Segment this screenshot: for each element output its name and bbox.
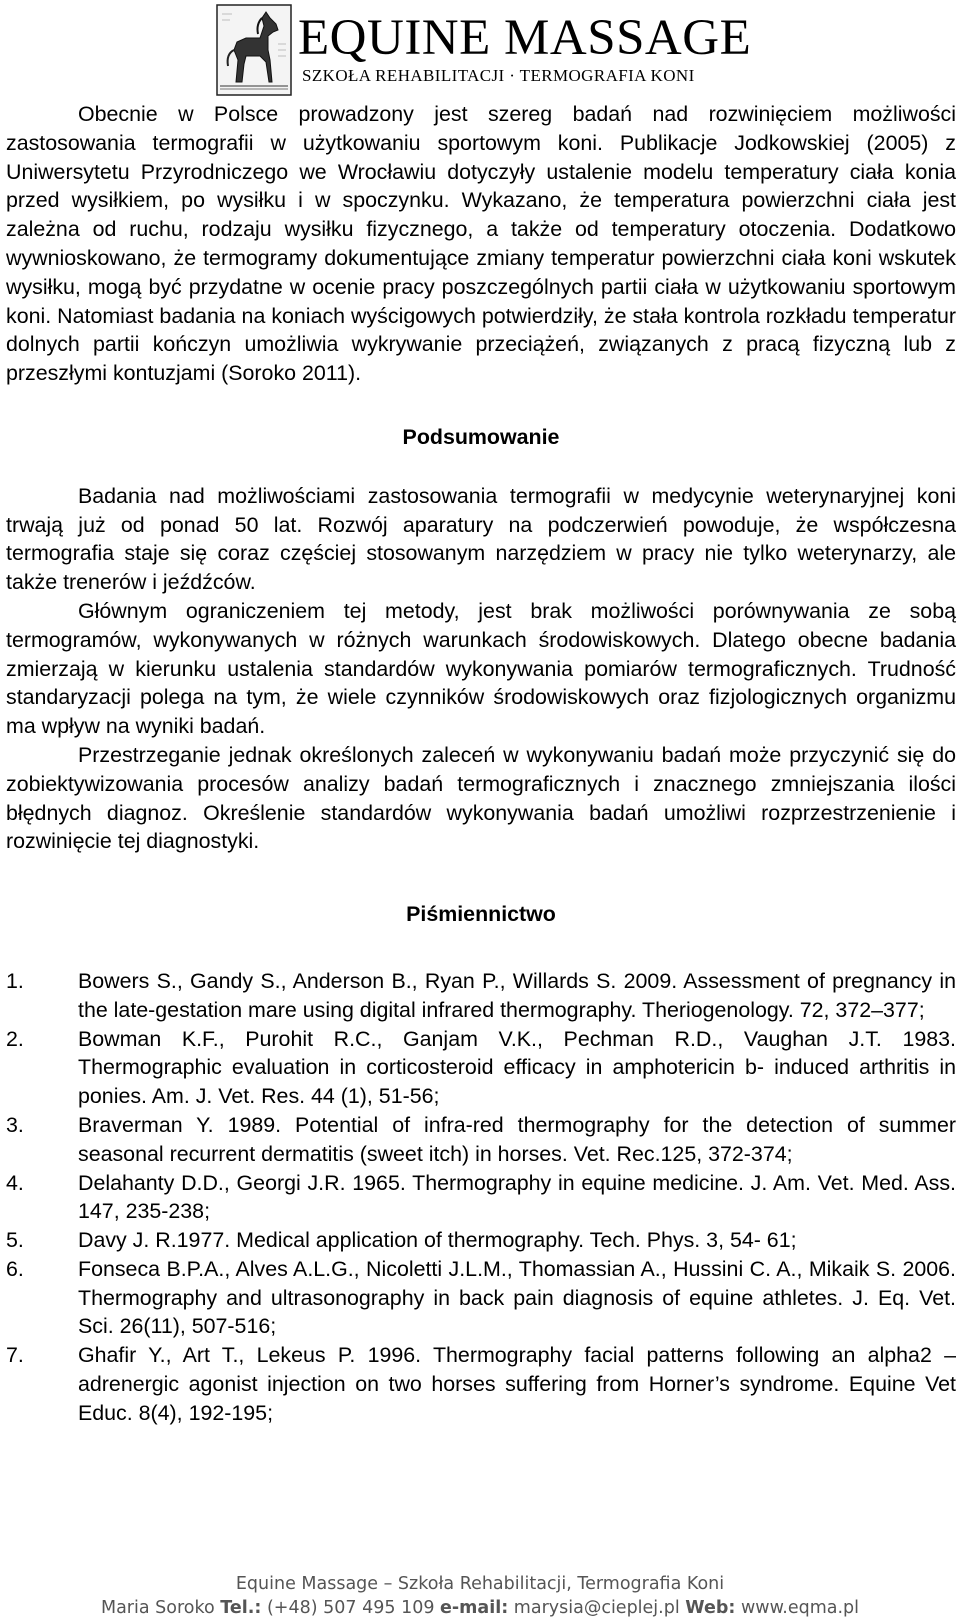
reference-number: 3. (6, 1112, 24, 1137)
page-header (210, 0, 750, 98)
reference-text: Bowers S., Gandy S., Anderson B., Ryan P., Willards S. 2009. Assessment of pregnancy in the late-gestation mare using digital infrared thermography. Theriogenology. 72, 372–377; (78, 968, 956, 1022)
footer-email-value: marysia@cieplej.pl (513, 1598, 680, 1618)
heading-summary: Podsumowanie (402, 424, 560, 449)
list-item (6, 1111, 956, 1169)
footer-tel-value: (+48) 507 495 109 (266, 1598, 435, 1618)
paragraph-summary-2: Głównym ograniczeniem tej metody, jest brak możliwości porównywania ze sobą termogramów, wykonywanych w różnych warunkach środowiskowych. Dlatego obecne badania zmierzają w kierunku ustalenia standardów wykonywania pomiarów termograficznych. Trudność standaryzacji polega na tym, że wiele czynników środowiskowych oraz fizjologicznych organizmu ma wpływ na wyniki badań. (6, 598, 956, 739)
reference-number: 6. (6, 1256, 24, 1281)
footer-web-value: www.eqma.pl (740, 1598, 860, 1618)
list-item (6, 1341, 956, 1427)
paragraph-intro: Obecnie w Polsce prowadzony jest szereg badań nad rozwinięciem możliwości zastosowania termografii w użytkowaniu sportowym koni. Publikacje Jodkowskiej (2005) z Uniwersytetu Przyrodniczego we Wrocławiu dotyczyły ustalenie modelu temperatury ciała konia przed wysiłkiem, po wysiłku i w spoczynku. Wykazano, że temperatura powierzchni ciała jest zależna od ruchu, rodzaju wysiłku fizycznego, a także od temperatury otoczenia. Dodatkowo wywnioskowano, że termogramy dokumentujące zmiany temperatur powierzchni ciała koni wskutek wysiłku, mogą być przydatne w ocenie pracy poszczególnych partii ciała w użytkowaniu sportowym koni. Natomiast badania na koniach wyścigowych potwierdziły, że stała kontrola rozkładu temperatur dolnych partii kończyn umożliwia wykrywanie przeciążeń, związanych z pracą fizyczną lub z przeszłymi kontuzjami (Soroko 2011). (6, 102, 956, 386)
brand-subtitle: SZKOŁA REHABILITACJI · TERMOGRAFIA KONI (302, 66, 695, 85)
brand-title: EQUINE MASSAGE (298, 10, 752, 66)
reference-text: Bowman K.F., Purohit R.C., Ganjam V.K., Pechman R.D., Vaughan J.T. 1983. Thermographic evaluation in corticosteroid efficacy in amphotericin b- induced arthritis in ponies. Am. J. Vet. Res. 44 (1), 51-56; (78, 1026, 956, 1109)
reference-text: Fonseca B.P.A., Alves A.L.G., Nicoletti J.L.M., Thomassian A., Hussini C. A., Mikaik S. 2006. Thermography and ultrasonography in back pain diagnosis of equine athletes. J. Eq. Vet. Sci. 26(11), 507-516; (78, 1256, 956, 1339)
reference-text: Braverman Y. 1989. Potential of infra-red thermography for the detection of summer seasonal recurrent dermatitis (sweet itch) in horses. Vet. Rec.125, 372-374; (78, 1112, 956, 1166)
horse-icon (216, 4, 292, 96)
document-body (6, 100, 956, 1428)
footer-email-label: e-mail: (440, 1598, 509, 1618)
footer-contact (0, 1596, 960, 1620)
reference-list (6, 967, 956, 1428)
list-item (6, 967, 956, 1025)
reference-text: Davy J. R.1977. Medical application of thermography. Tech. Phys. 3, 54- 61; (78, 1228, 797, 1253)
reference-text: Ghafir Y., Art T., Lekeus P. 1996. Thermography facial patterns following an alpha2 – adrenergic agonist injection on two horses suffering from Horner’s syndrome. Equine Vet Educ. 8(4), 192-195; (78, 1343, 956, 1425)
page-footer (0, 1572, 960, 1620)
reference-number: 1. (6, 968, 24, 993)
footer-web-label: Web: (685, 1598, 736, 1618)
paragraph-summary-3: Przestrzeganie jednak określonych zaleceń w wykonywaniu badań może przyczynić się do zobiektywizowania procesów analizy badań termograficznych i znacznego zmniejszania ilości błędnych diagnoz. Określenie standardów wykonywania badań umożliwi rozprzestrzenienie i rozwinięcie tej diagnostyki. (6, 742, 956, 854)
reference-text: Delahanty D.D., Georgi J.R. 1965. Thermography in equine medicine. J. Am. Vet. Med. Ass. 147, 235-238; (78, 1170, 956, 1224)
reference-number: 2. (6, 1026, 24, 1051)
footer-tel-label: Tel.: (220, 1598, 262, 1618)
footer-name: Maria Soroko (100, 1598, 215, 1618)
reference-number: 5. (6, 1228, 24, 1253)
heading-references: Piśmiennictwo (406, 902, 556, 927)
list-item (6, 1226, 956, 1255)
list-item (6, 1025, 956, 1111)
list-item (6, 1169, 956, 1227)
paragraph-summary-1: Badania nad możliwościami zastosowania termografii w medycynie weterynaryjnej koni trwają już od ponad 50 lat. Rozwój aparatury na podczerwień powoduje, że współczesna termografia staje się coraz częściej stosowanym narzędziem w pracy nie tylko weterynarzy, ale także trenerów i jeźdźców. (6, 483, 956, 595)
footer-company: Equine Massage – Szkoła Rehabilitacji, Termografia Koni (235, 1574, 725, 1594)
reference-number: 7. (6, 1343, 24, 1368)
list-item (6, 1255, 956, 1341)
reference-number: 4. (6, 1170, 24, 1195)
